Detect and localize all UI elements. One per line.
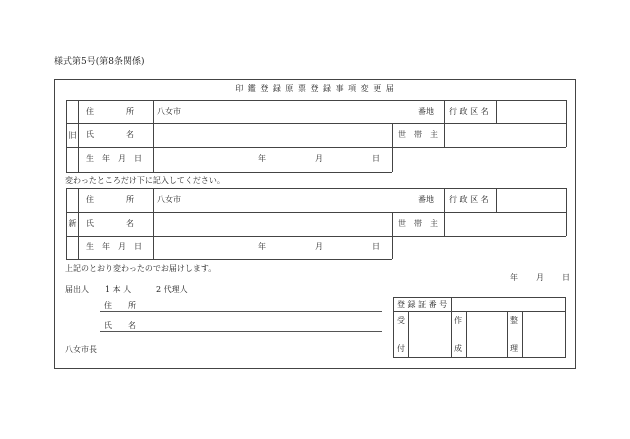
reg-number-label: 登 録 証 番 号: [397, 300, 448, 309]
old-birth-day: 日: [372, 154, 380, 163]
old-name-label: 氏 名: [86, 130, 134, 139]
new-address-input[interactable]: [190, 189, 410, 211]
date-day: 日: [562, 273, 570, 282]
new-district-input[interactable]: [497, 189, 565, 211]
divider: [66, 147, 566, 148]
created-top: 作: [454, 316, 462, 325]
new-banchi-label: 番地: [418, 195, 434, 204]
created-bottom: 成: [454, 344, 462, 353]
new-name-input[interactable]: [154, 213, 391, 235]
date-year: 年: [510, 273, 518, 282]
new-birth-label: 生 年 月 日: [86, 242, 142, 251]
divider: [408, 311, 409, 358]
old-banchi-label: 番地: [418, 107, 434, 116]
divider: [566, 100, 567, 147]
processed-top: 整: [510, 316, 518, 325]
divider: [393, 311, 566, 312]
old-birth-month: 月: [315, 154, 323, 163]
divider: [566, 188, 567, 236]
applicant-label: 届出人: [65, 285, 89, 294]
applicant-name-label: 氏 名: [104, 321, 136, 330]
old-birth-year: 年: [258, 154, 266, 163]
applicant-name-line[interactable]: [100, 331, 382, 332]
divider: [78, 100, 79, 172]
form-title: 印 鑑 登 録 原 票 登 録 事 項 変 更 届: [235, 84, 395, 93]
new-birth-year: 年: [258, 242, 266, 251]
form-number: 様式第5号(第8条関係): [54, 57, 145, 67]
divider: [66, 236, 566, 237]
notice-text: 上記のとおり変わったのでお届けします。: [65, 264, 217, 273]
reg-number-input[interactable]: [452, 298, 565, 310]
divider: [78, 188, 79, 259]
new-householder-input[interactable]: [445, 213, 565, 235]
old-name-input[interactable]: [154, 124, 391, 146]
new-side-label: 新: [68, 219, 77, 228]
divider: [451, 311, 452, 358]
processed-bottom: 理: [510, 344, 518, 353]
divider: [522, 311, 523, 358]
applicant-address-line[interactable]: [100, 311, 382, 312]
new-address-label: 住 所: [86, 195, 134, 204]
old-birth-label: 生 年 月 日: [86, 154, 142, 163]
addressee: 八女市長: [65, 345, 97, 354]
received-bottom: 付: [397, 344, 405, 353]
new-district-label: 行 政 区 名: [449, 195, 489, 204]
divider: [507, 311, 508, 358]
applicant-option-agent[interactable]: 2 代理人: [156, 285, 188, 294]
divider: [66, 100, 566, 101]
old-district-label: 行 政 区 名: [449, 107, 489, 116]
new-name-label: 氏 名: [86, 219, 134, 228]
old-side-label: 旧: [68, 131, 77, 140]
new-birth-day: 日: [372, 242, 380, 251]
divider: [466, 311, 467, 358]
divider: [66, 259, 392, 260]
divider: [66, 172, 392, 173]
divider: [392, 212, 393, 259]
old-address-label: 住 所: [86, 107, 134, 116]
applicant-address-label: 住 所: [104, 301, 136, 310]
instruction-text: 変わったところだけ下に記入してください。: [65, 176, 225, 185]
new-address-value: 八女市: [157, 195, 181, 204]
old-district-input[interactable]: [497, 101, 565, 122]
old-address-value: 八女市: [157, 107, 181, 116]
date-month: 月: [536, 273, 544, 282]
received-top: 受: [397, 316, 405, 325]
new-birth-month: 月: [315, 242, 323, 251]
applicant-option-self[interactable]: 1 本 人: [105, 285, 132, 294]
divider: [392, 123, 393, 172]
old-householder-input[interactable]: [445, 124, 565, 146]
old-householder-label: 世 帯 主: [398, 130, 438, 139]
new-householder-label: 世 帯 主: [398, 219, 438, 228]
